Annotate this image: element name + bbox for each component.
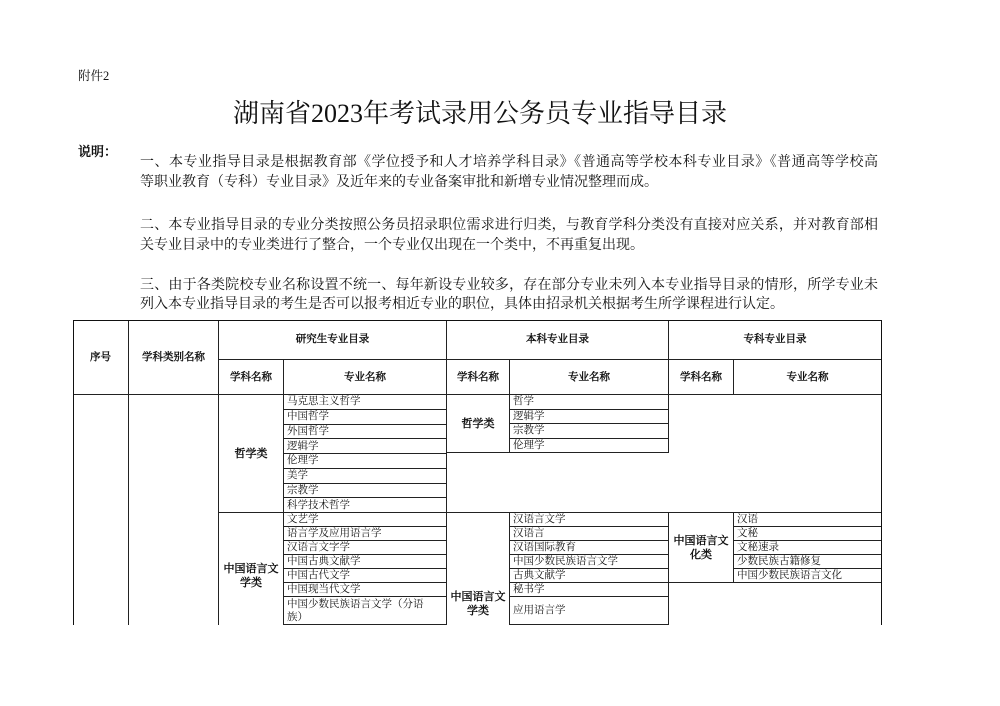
attachment-label: 附件2 bbox=[78, 69, 110, 83]
undergraduate-major-name: 秘书学 bbox=[513, 584, 545, 595]
undergraduate-major-cell bbox=[510, 424, 669, 439]
undergraduate-major-cell bbox=[510, 439, 669, 454]
notes-paragraph-1-line-1: 一、本专业指导目录是根据教育部《学位授予和人才培养学科目录》《普通高等学校本科专业目录》《普通高等学校高 bbox=[140, 155, 878, 170]
undergraduate-major-cell bbox=[510, 527, 669, 541]
graduate-subject-cell bbox=[219, 395, 284, 513]
graduate-major-name: 科学技术哲学 bbox=[287, 499, 350, 511]
undergraduate-major-name: 应用语言学 bbox=[513, 605, 566, 616]
notes-paragraph-2-line-1: 二、本专业指导目录的专业分类按照公务员招录职位需求进行归类，与教育学科分类没有直接对应关系，并对教育部相 bbox=[140, 218, 878, 233]
notes-paragraph-2-line-2: 关专业目录中的专业类进行了整合，一个专业仅出现在一个类中，不再重复出现。 bbox=[140, 238, 644, 253]
undergraduate-major-name: 汉语言文学 bbox=[513, 514, 566, 525]
seq-body-cell bbox=[73, 395, 129, 625]
undergraduate-subject-name: 中国语言文学类 bbox=[450, 590, 506, 617]
graduate-major-cell bbox=[284, 395, 447, 410]
header-graduate-catalog: 研究生专业目录 bbox=[219, 320, 447, 360]
graduate-major-name: 逻辑学 bbox=[287, 440, 319, 452]
specialty-major-name: 汉语 bbox=[737, 514, 758, 525]
undergraduate-major-cell bbox=[510, 569, 669, 583]
undergraduate-major-name: 逻辑学 bbox=[513, 410, 545, 422]
notes-paragraph-3-line-2: 列入本专业指导目录的考生是否可以报考相近专业的职位，具体由招录机关根据考生所学课程进行认定。 bbox=[140, 297, 784, 312]
undergraduate-subject-cell bbox=[447, 513, 510, 625]
undergraduate-major-cell bbox=[510, 410, 669, 425]
undergraduate-major-cell bbox=[510, 555, 669, 569]
header-graduate-major-name: 专业名称 bbox=[284, 360, 447, 395]
header-undergraduate-catalog: 本科专业目录 bbox=[447, 320, 669, 360]
notes-label: 说明： bbox=[78, 144, 118, 159]
specialty-major-cell bbox=[734, 513, 882, 527]
graduate-major-cell bbox=[284, 555, 447, 569]
undergraduate-major-cell bbox=[510, 395, 669, 410]
notes-paragraph-3-line-1: 三、由于各类院校专业名称设置不统一、每年新设专业较多，存在部分专业未列入本专业指导目录的情形，所学专业未 bbox=[140, 278, 878, 293]
undergraduate-major-name: 伦理学 bbox=[513, 439, 545, 451]
graduate-major-cell bbox=[284, 484, 447, 499]
specialty-major-name: 少数民族古籍修复 bbox=[737, 556, 821, 567]
notes-paragraph-1-line-2: 等职业教育（专科）专业目录》及近年来的专业备案审批和新增专业情况整理而成。 bbox=[140, 175, 658, 190]
graduate-major-cell bbox=[284, 513, 447, 527]
specialty-major-cell bbox=[734, 527, 882, 541]
major-catalog-table bbox=[73, 320, 882, 625]
header-graduate-subject-name: 学科名称 bbox=[219, 360, 284, 395]
undergraduate-major-name: 古典文献学 bbox=[513, 570, 566, 581]
undergraduate-major-name: 中国少数民族语言文学 bbox=[513, 556, 618, 567]
header-seq: 序号 bbox=[73, 320, 129, 395]
graduate-major-name: 美学 bbox=[287, 470, 308, 482]
graduate-major-cell bbox=[284, 425, 447, 440]
undergraduate-major-name: 宗教学 bbox=[513, 425, 545, 437]
graduate-major-name: 中国现当代文学 bbox=[287, 584, 361, 595]
specialty-blank-cell-top bbox=[669, 395, 882, 513]
graduate-major-name: 中国少数民族语言文学（分语族） bbox=[287, 598, 424, 623]
graduate-major-name: 语言学及应用语言学 bbox=[287, 528, 382, 539]
specialty-subject-name: 中国语言文化类 bbox=[673, 534, 729, 561]
undergraduate-major-cell bbox=[510, 513, 669, 527]
graduate-subject-name: 中国语言文学类 bbox=[223, 562, 279, 589]
graduate-major-cell bbox=[284, 498, 447, 513]
undergraduate-major-name: 哲学 bbox=[513, 396, 534, 408]
graduate-major-name: 宗教学 bbox=[287, 484, 319, 496]
graduate-major-name: 马克思主义哲学 bbox=[287, 396, 361, 408]
graduate-major-name: 汉语言文字学 bbox=[287, 542, 350, 553]
specialty-major-name: 中国少数民族语言文化 bbox=[737, 570, 842, 581]
graduate-major-cell bbox=[284, 541, 447, 555]
graduate-major-cell bbox=[284, 527, 447, 541]
header-specialty-catalog: 专科专业目录 bbox=[669, 320, 882, 360]
graduate-major-cell bbox=[284, 454, 447, 469]
graduate-major-cell bbox=[284, 583, 447, 597]
undergraduate-blank-cell bbox=[447, 453, 669, 513]
undergraduate-major-cell bbox=[510, 541, 669, 555]
graduate-major-cell bbox=[284, 569, 447, 583]
specialty-major-cell bbox=[734, 541, 882, 555]
header-specialty-subject-name: 学科名称 bbox=[669, 360, 734, 395]
graduate-major-cell bbox=[284, 597, 447, 625]
specialty-major-cell bbox=[734, 555, 882, 569]
graduate-subject-cell bbox=[219, 513, 284, 625]
specialty-subject-cell bbox=[669, 513, 734, 583]
specialty-blank-cell-bottom bbox=[669, 583, 882, 625]
specialty-major-cell bbox=[734, 569, 882, 583]
graduate-major-name: 伦理学 bbox=[287, 455, 319, 467]
graduate-major-name: 文艺学 bbox=[287, 514, 319, 525]
specialty-major-name: 文秘速录 bbox=[737, 542, 779, 553]
undergraduate-major-cell bbox=[510, 597, 669, 625]
header-specialty-major-name: 专业名称 bbox=[734, 360, 882, 395]
header-category-name: 学科类别名称 bbox=[129, 320, 219, 395]
specialty-major-name: 文秘 bbox=[737, 528, 758, 539]
header-undergraduate-major-name: 专业名称 bbox=[510, 360, 669, 395]
header-undergraduate-subject-name: 学科名称 bbox=[447, 360, 510, 395]
undergraduate-subject-name: 哲学类 bbox=[461, 417, 495, 430]
graduate-major-name: 中国古代文学 bbox=[287, 570, 350, 581]
undergraduate-major-cell bbox=[510, 583, 669, 597]
graduate-major-cell bbox=[284, 410, 447, 425]
graduate-major-cell bbox=[284, 439, 447, 454]
undergraduate-major-name: 汉语言 bbox=[513, 528, 545, 539]
document-title: 湖南省2023年考试录用公务员专业指导目录 bbox=[232, 99, 727, 128]
category-body-cell bbox=[129, 395, 219, 625]
graduate-major-name: 中国古典文献学 bbox=[287, 556, 361, 567]
graduate-major-cell bbox=[284, 469, 447, 484]
graduate-subject-name: 哲学类 bbox=[234, 447, 268, 460]
undergraduate-subject-cell bbox=[447, 395, 510, 453]
undergraduate-major-name: 汉语国际教育 bbox=[513, 542, 576, 553]
graduate-major-name: 中国哲学 bbox=[287, 411, 329, 423]
graduate-major-name: 外国哲学 bbox=[287, 425, 329, 437]
